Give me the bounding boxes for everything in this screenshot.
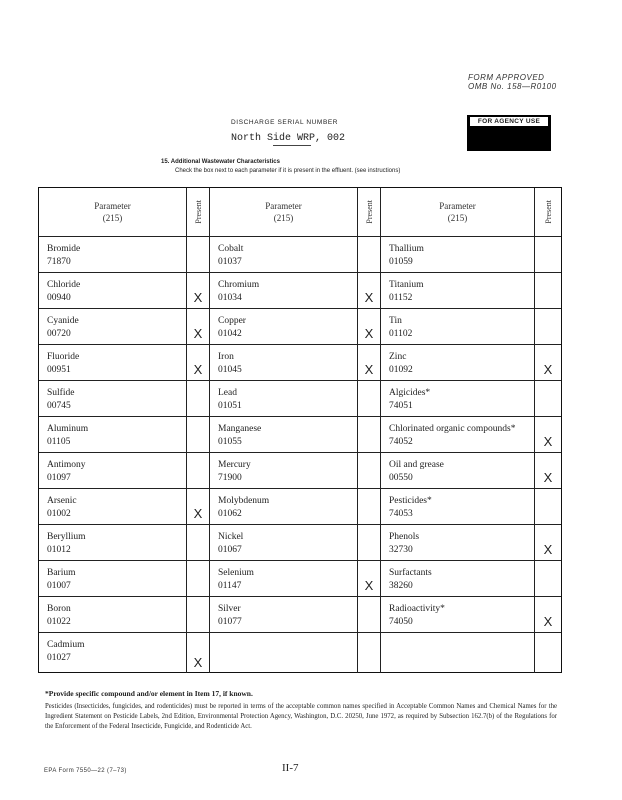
parameter-name: Algicides*	[389, 388, 431, 398]
parameter-table	[38, 187, 562, 673]
parameter-name: Barium	[47, 568, 76, 578]
present-mark: X	[364, 326, 374, 341]
parameter-code: 01067	[218, 545, 242, 555]
parameter-name: Iron	[218, 352, 234, 362]
present-checkbox[interactable]	[535, 561, 561, 597]
parameter-code: 01077	[218, 617, 242, 627]
present-mark: X	[193, 290, 203, 305]
discharge-serial-value: North Side WRP, 002	[231, 133, 346, 144]
parameter-name: Selenium	[218, 568, 254, 578]
parameter-code: 74053	[389, 509, 413, 519]
present-checkbox[interactable]	[358, 381, 381, 417]
parameter-cell	[381, 237, 535, 273]
parameter-cell	[210, 633, 358, 673]
parameter-name: Zinc	[389, 352, 407, 362]
present-checkbox[interactable]	[535, 345, 561, 381]
present-mark: X	[543, 362, 553, 377]
parameter-header-label: Parameter	[265, 201, 302, 211]
parameter-cell	[39, 381, 187, 417]
present-checkbox[interactable]	[358, 417, 381, 453]
parameter-cell	[381, 489, 535, 525]
present-mark: X	[193, 362, 203, 377]
parameter-cell	[39, 561, 187, 597]
parameter-cell	[381, 597, 535, 633]
parameter-column-header	[381, 188, 535, 237]
parameter-code: 01027	[47, 653, 71, 663]
present-checkbox[interactable]	[358, 525, 381, 561]
parameter-code: 01092	[389, 365, 413, 375]
parameter-cell	[381, 561, 535, 597]
parameter-cell	[210, 273, 358, 309]
parameter-code: 01059	[389, 257, 413, 267]
present-mark: X	[193, 655, 203, 670]
parameter-name: Phenols	[389, 532, 420, 542]
parameter-column-header	[39, 188, 187, 237]
parameter-name: Fluoride	[47, 352, 80, 362]
present-column-header	[358, 188, 381, 237]
parameter-cell	[210, 309, 358, 345]
parameter-name: Oil and grease	[389, 460, 444, 470]
agency-use-box	[467, 115, 551, 151]
parameter-cell	[39, 525, 187, 561]
parameter-cell	[39, 633, 187, 673]
discharge-serial-label: DISCHARGE SERIAL NUMBER	[231, 119, 339, 126]
parameter-header-code: (215)	[447, 213, 468, 223]
parameter-cell	[210, 345, 358, 381]
parameter-name: Radioactivity*	[389, 604, 445, 614]
present-checkbox[interactable]	[187, 345, 210, 381]
parameter-name: Antimony	[47, 460, 86, 470]
parameter-cell	[39, 237, 187, 273]
parameter-cell	[210, 381, 358, 417]
parameter-name: Nickel	[218, 532, 244, 542]
present-header-label: Present	[364, 200, 374, 224]
parameter-cell	[210, 489, 358, 525]
parameter-header-code: (215)	[273, 213, 294, 223]
present-checkbox[interactable]	[535, 309, 561, 345]
parameter-cell	[210, 237, 358, 273]
present-header-label: Present	[193, 200, 203, 224]
present-mark: X	[364, 578, 374, 593]
present-mark: X	[543, 434, 553, 449]
parameter-column-header	[210, 188, 358, 237]
parameter-cell	[39, 453, 187, 489]
parameter-code: 00940	[47, 293, 71, 303]
present-mark: X	[543, 470, 553, 485]
section-instruction: Check the box next to each parameter if it is present in the effluent. (see instructions)	[175, 168, 401, 174]
parameter-cell	[381, 309, 535, 345]
parameter-cell	[210, 561, 358, 597]
parameter-code: 01002	[47, 509, 71, 519]
present-checkbox[interactable]	[535, 381, 561, 417]
present-checkbox[interactable]	[358, 489, 381, 525]
parameter-cell	[39, 345, 187, 381]
present-checkbox[interactable]	[535, 273, 561, 309]
present-column-header	[535, 188, 561, 237]
present-checkbox[interactable]	[358, 453, 381, 489]
parameter-cell	[381, 453, 535, 489]
parameter-code: 01102	[389, 329, 413, 339]
section-heading: 15. Additional Wastewater Characteristics	[161, 159, 280, 165]
parameter-name: Chromium	[218, 280, 260, 290]
parameter-code: 00745	[47, 401, 71, 411]
present-checkbox[interactable]	[358, 309, 381, 345]
parameter-code: 01055	[218, 437, 242, 447]
present-checkbox[interactable]	[187, 309, 210, 345]
parameter-cell	[381, 633, 535, 673]
present-checkbox[interactable]	[187, 489, 210, 525]
present-checkbox[interactable]	[535, 633, 561, 673]
parameter-cell	[39, 273, 187, 309]
pesticide-note: Pesticides (Insecticides, fungicides, and rodenticides) must be reported in terms of the acceptable common names specified in Acceptable Common Names and Chemical Names for the Ingredient Statement on Pesticide Labels, 2nd Edition, Environmental Protection Agency, Washington, D.C. 20250, June 1972, as required by Subsection 162.7(b) of the Regulations for the Enforcement of the Federal Insecticide, Fungicide, and Rodenticide Act.	[45, 703, 557, 730]
present-checkbox[interactable]	[358, 561, 381, 597]
parameter-cell	[39, 309, 187, 345]
parameter-cell	[210, 525, 358, 561]
parameter-code: 00720	[47, 329, 71, 339]
parameter-code: 38260	[389, 581, 413, 591]
present-mark: X	[543, 614, 553, 629]
parameter-name: Manganese	[218, 424, 262, 434]
present-checkbox[interactable]	[187, 453, 210, 489]
form-approved-stamp	[468, 73, 557, 91]
present-checkbox[interactable]	[358, 273, 381, 309]
present-checkbox[interactable]	[358, 237, 381, 273]
parameter-code: 01152	[389, 293, 413, 303]
parameter-cell	[39, 417, 187, 453]
parameter-cell	[381, 345, 535, 381]
parameter-code: 74051	[389, 401, 413, 411]
present-checkbox[interactable]	[187, 525, 210, 561]
parameter-code: 01034	[218, 293, 242, 303]
present-mark: X	[364, 290, 374, 305]
present-checkbox[interactable]	[187, 273, 210, 309]
parameter-code: 01037	[218, 257, 242, 267]
parameter-cell	[381, 417, 535, 453]
present-mark: X	[193, 506, 203, 521]
parameter-header-label: Parameter	[94, 201, 131, 211]
parameter-code: 00550	[389, 473, 413, 483]
parameter-code: 74052	[389, 437, 413, 447]
parameter-code: 01012	[47, 545, 71, 555]
present-column-header	[187, 188, 210, 237]
parameter-name: Copper	[218, 316, 246, 326]
parameter-name: Thallium	[389, 244, 424, 254]
parameter-name: Chloride	[47, 280, 81, 290]
parameter-name: Silver	[218, 604, 241, 614]
present-checkbox[interactable]	[187, 597, 210, 633]
present-header-label: Present	[543, 200, 553, 224]
parameter-name: Tin	[389, 316, 402, 326]
parameter-name: Chlorinated organic compounds*	[389, 424, 516, 434]
present-checkbox[interactable]	[535, 597, 561, 633]
parameter-name: Bromide	[47, 244, 81, 254]
parameter-code: 71870	[47, 257, 71, 267]
page-number: II-7	[282, 762, 299, 774]
parameter-code: 01105	[47, 437, 71, 447]
present-checkbox[interactable]	[187, 561, 210, 597]
parameter-name: Sulfide	[47, 388, 75, 398]
present-checkbox[interactable]	[187, 237, 210, 273]
parameter-cell	[381, 381, 535, 417]
parameter-code: 01051	[218, 401, 242, 411]
present-checkbox[interactable]	[187, 381, 210, 417]
parameter-name: Cobalt	[218, 244, 244, 254]
present-checkbox[interactable]	[358, 345, 381, 381]
present-checkbox[interactable]	[187, 417, 210, 453]
present-checkbox[interactable]	[535, 453, 561, 489]
present-mark: X	[364, 362, 374, 377]
footnote: *Provide specific compound and/or element in Item 17, if known.	[45, 689, 253, 698]
parameter-code: 00951	[47, 365, 71, 375]
parameter-code: 01045	[218, 365, 242, 375]
parameter-cell	[381, 525, 535, 561]
parameter-code: 01042	[218, 329, 242, 339]
parameter-name: Boron	[47, 604, 71, 614]
present-checkbox[interactable]	[358, 633, 381, 673]
parameter-code: 71900	[218, 473, 242, 483]
parameter-name: Cyanide	[47, 316, 79, 326]
present-checkbox[interactable]	[358, 597, 381, 633]
parameter-code: 74050	[389, 617, 413, 627]
parameter-cell	[381, 273, 535, 309]
parameter-cell	[39, 489, 187, 525]
present-checkbox[interactable]	[187, 633, 210, 673]
parameter-name: Pesticides*	[389, 496, 432, 506]
parameter-name: Lead	[218, 388, 237, 398]
parameter-header-label: Parameter	[439, 201, 476, 211]
parameter-cell	[210, 453, 358, 489]
parameter-name: Surfactants	[389, 568, 432, 578]
present-checkbox[interactable]	[535, 525, 561, 561]
parameter-header-code: (215)	[102, 213, 123, 223]
parameter-name: Aluminum	[47, 424, 89, 434]
parameter-name: Beryllium	[47, 532, 86, 542]
present-checkbox[interactable]	[535, 417, 561, 453]
present-mark: X	[193, 326, 203, 341]
parameter-name: Cadmium	[47, 640, 85, 650]
present-checkbox[interactable]	[535, 237, 561, 273]
parameter-code: 01147	[218, 581, 242, 591]
parameter-name: Mercury	[218, 460, 251, 470]
parameter-code: 32730	[389, 545, 413, 555]
parameter-code: 01062	[218, 509, 242, 519]
form-approved-title: FORM APPROVED	[468, 73, 545, 82]
parameter-name: Arsenic	[47, 496, 77, 506]
parameter-cell	[39, 597, 187, 633]
present-checkbox[interactable]	[535, 489, 561, 525]
parameter-name: Titanium	[389, 280, 424, 290]
parameter-code: 01022	[47, 617, 71, 627]
parameter-cell	[210, 597, 358, 633]
discharge-serial-underline	[273, 145, 311, 146]
parameter-code: 01007	[47, 581, 71, 591]
parameter-cell	[210, 417, 358, 453]
form-number: EPA Form 7550—22 (7–73)	[44, 768, 127, 774]
parameter-code: 01097	[47, 473, 71, 483]
present-mark: X	[543, 542, 553, 557]
parameter-name: Molybdenum	[218, 496, 270, 506]
omb-number: OMB No. 158—R0100	[468, 82, 557, 91]
agency-use-label: FOR AGENCY USE	[469, 116, 549, 127]
